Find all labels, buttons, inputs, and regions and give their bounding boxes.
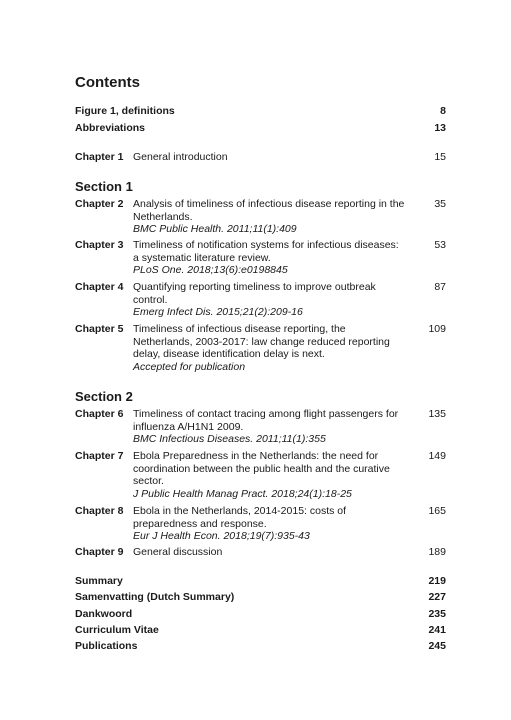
toc-entry-label: Dankwoord (75, 608, 133, 620)
chapter-label: Chapter 8 (75, 505, 124, 517)
chapter-title-line: Netherlands, 2003-2017: law change reduced reporting (133, 335, 390, 348)
chapter-label: Chapter 4 (75, 281, 124, 293)
chapter-title (133, 505, 416, 543)
toc-entry-page: 8 (440, 105, 446, 117)
chapter-title (133, 450, 416, 500)
chapter-title: General discussion (133, 546, 223, 558)
chapter-title-line: Ebola in the Netherlands, 2014-2015: costs of (133, 505, 347, 517)
toc-entry-page: 219 (428, 575, 446, 587)
toc-entry[interactable] (75, 624, 446, 637)
toc-entry[interactable] (75, 640, 446, 653)
toc-entry[interactable] (75, 122, 446, 135)
toc-entry[interactable] (75, 608, 446, 621)
toc-entry-page: 227 (428, 591, 446, 603)
toc-entry-label: Abbreviations (75, 122, 146, 134)
chapter-reference: J Public Health Manag Pract. 2018;24(1):18-25 (133, 487, 352, 500)
chapter-title-line: delay, disease identification delay is next. (133, 348, 325, 361)
chapter-title (133, 239, 416, 277)
toc-entry-label: Publications (75, 640, 138, 652)
toc-entry-label: Samenvatting (Dutch Summary) (75, 591, 235, 603)
chapter-title-line: Quantifying reporting timeliness to improve outbreak (133, 281, 376, 293)
chapter-page: 189 (428, 546, 446, 558)
page-title: Contents (75, 74, 140, 91)
toc-entry[interactable] (75, 575, 446, 588)
chapter-page: 109 (428, 323, 446, 335)
chapter-title-line: sector. (133, 475, 164, 488)
chapter-title-line: Timeliness of contact tracing among flight passengers for (133, 408, 399, 420)
chapter-title-line: coordination between the public health and the curative (133, 462, 390, 475)
chapter-label: Chapter 5 (75, 323, 124, 335)
chapter-page: 149 (428, 450, 446, 462)
toc-entry-label: Summary (75, 575, 123, 587)
chapter-label: Chapter 2 (75, 198, 124, 210)
chapter-page: 135 (428, 408, 446, 420)
chapter-page: 35 (434, 198, 446, 210)
chapter-label: Chapter 9 (75, 546, 124, 558)
chapter-reference: Eur J Health Econ. 2018;19(7):935-43 (133, 530, 310, 543)
chapter-page: 15 (434, 151, 446, 163)
toc-entry[interactable] (75, 105, 446, 118)
toc-entry-page: 245 (428, 640, 446, 652)
chapter-title (133, 281, 416, 319)
toc-entry[interactable] (75, 591, 446, 604)
chapter-title-line: Analysis of timeliness of infectious disease reporting in the (133, 198, 405, 210)
chapter-title (133, 323, 416, 373)
chapter-title-line: Netherlands. (133, 210, 193, 223)
chapter-label: Chapter 3 (75, 239, 124, 251)
toc-entry-page: 241 (428, 624, 446, 636)
chapter-title-line: a systematic literature review. (133, 251, 271, 264)
chapter-page: 87 (434, 281, 446, 293)
chapter-label: Chapter 1 (75, 151, 124, 163)
chapter-label: Chapter 7 (75, 450, 124, 462)
chapter-title-line: Ebola Preparedness in the Netherlands: the need for (133, 450, 379, 462)
chapter-page: 53 (434, 239, 446, 251)
chapter-title-line: Timeliness of infectious disease reporting, the (133, 323, 346, 335)
toc-entry-label: Figure 1, definitions (75, 105, 175, 117)
chapter-title: General introduction (133, 151, 228, 163)
chapter-title-line: control. (133, 293, 168, 306)
chapter-reference: PLoS One. 2018;13(6):e0198845 (133, 264, 288, 277)
chapter-title-line: Timeliness of notification systems for infectious diseases: (133, 239, 399, 251)
chapter-title (133, 198, 416, 236)
section-2-heading: Section 2 (75, 389, 133, 404)
section-1-heading: Section 1 (75, 179, 133, 194)
chapter-title-line: preparedness and response. (133, 517, 267, 530)
chapter-reference: Accepted for publication (133, 360, 246, 373)
chapter-page: 165 (428, 505, 446, 517)
chapter-reference: Emerg Infect Dis. 2015;21(2):209-16 (133, 306, 303, 319)
chapter-reference: BMC Public Health. 2011;11(1):409 (133, 223, 297, 236)
chapter-title (133, 408, 416, 446)
chapter-reference: BMC Infectious Diseases. 2011;11(1):355 (133, 433, 326, 446)
toc-entry-page: 13 (434, 122, 446, 134)
chapter-title-line: influenza A/H1N1 2009. (133, 420, 244, 433)
chapter-label: Chapter 6 (75, 408, 124, 420)
toc-entry-page: 235 (428, 608, 446, 620)
toc-entry-label: Curriculum Vitae (75, 624, 159, 636)
